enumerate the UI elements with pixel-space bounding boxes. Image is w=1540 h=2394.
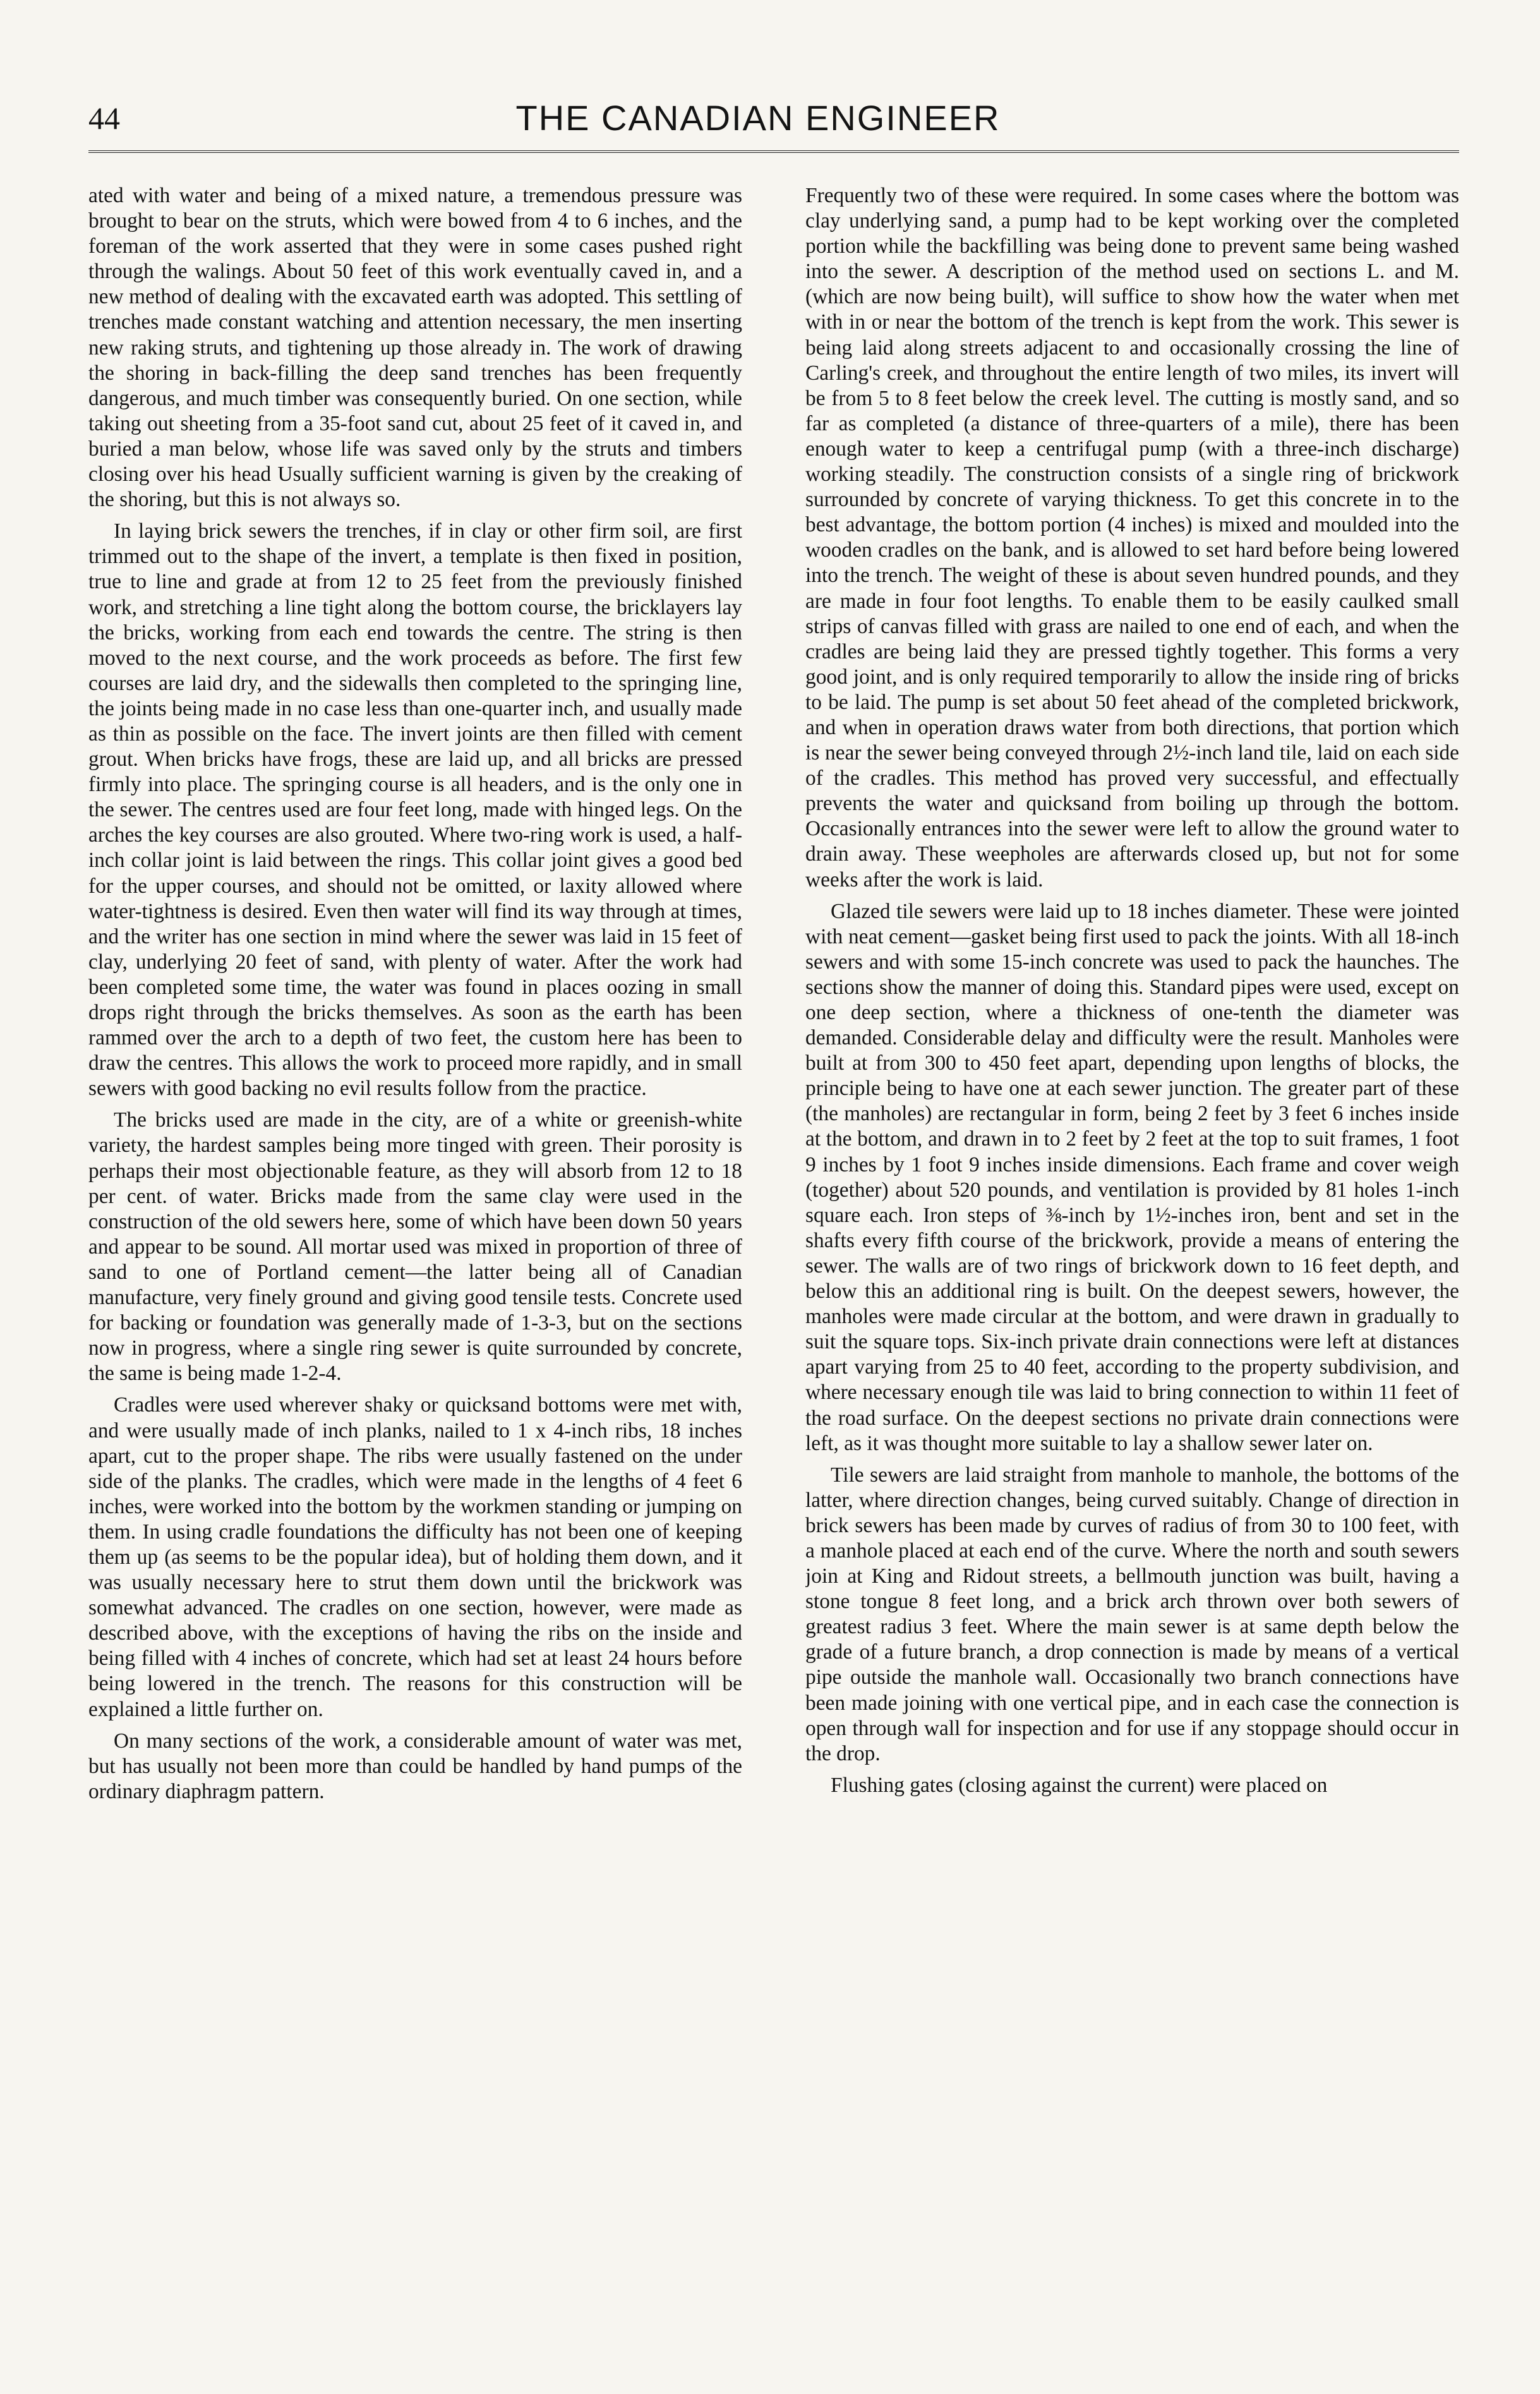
paragraph: Frequently two of these were required. In some cases where the bottom was clay underlying sand, a pump had to be kept working over the completed portion while the backfilling was being done to prevent same being washed into the sewer. A description of the method used on sections L. and M. (which are now being built), will suffice to show how the water when met with in or near the bottom of the trench is kept from the work. This sewer is being laid along streets adjacent to and occasionally crossing the line of Carling's creek, and throughout the entire length of two miles, its invert will be from 5 to 8 feet below the creek level. The cutting is mostly sand, and so far as completed (a distance of three-quarters of a mile), there has been enough water to keep a centrifugal pump (with a three-inch discharge) working steadily. The construction consists of a single ring of brickwork surrounded by concrete of varying thickness. To get this concrete in to the best advantage, the bottom portion (4 inches) is mixed and moulded into the wooden cradles on the bank, and is allowed to set hard before being lowered into the trench. The weight of these is about seven hundred pounds, and they are made in four foot lengths. To enable them to be easily caulked small strips of canvas filled with grass are nailed to one end of each, and when the cradles are being laid they are pressed tightly together. This forms a very good joint, and is only required temporarily to allow the inside ring of bricks to be laid. The pump is set about 50 feet ahead of the completed brickwork, and when in operation draws water from both directions, that portion which is near the sewer being conveyed through 2½-inch land tile, laid on each side of the cradles. This method has proved very successful, and effectually prevents the water and quicksand from boiling up through the bottom. Occasionally entrances into the sewer were left to allow the ground water to drain away. These weepholes are afterwards closed up, but not for some weeks after the work is laid. bbox=[805, 184, 1459, 892]
paragraph: Glazed tile sewers were laid up to 18 inches diameter. These were jointed with neat cement—gasket being first used to pack the joints. With all 18-inch sewers and with some 15-inch concrete was used to pack the haunches. The sections show the manner of doing this. Standard pipes were used, except on one deep section, where a thickness of one-tenth the diameter was demanded. Considerable delay and difficulty were the result. Manholes were built at from 300 to 450 feet apart, depending upon lengths of blocks, the principle being to have one at each sewer junction. The greater part of these (the manholes) are rectangular in form, being 2 feet by 3 feet 6 inches inside at the bottom, and drawn in to 2 feet by 2 feet at the top to suit frames, 1 foot 9 inches by 1 foot 9 inches inside dimensions. Each frame and cover weigh (together) about 520 pounds, and ventilation is provided by 81 holes 1-inch square each. Iron steps of ⅜-inch by 1½-inches iron, bent and set in the shafts every fifth course of the brickwork, provide a means of entering the sewer. The walls are of two rings of brickwork down to 16 feet depth, and below this an additional ring is built. On the deepest sewers, however, the manholes were made circular at the bottom, and were drawn in gradually to suit the square tops. Six-inch private drain connections were left at distances apart varying from 25 to 40 feet, according to the property subdivision, and where necessary enough tile was laid to bring connection to within 11 feet of the road surface. On the deepest sections no private drain connections were left, as it was thought more suitable to lay a shallow sewer later on. bbox=[805, 899, 1459, 1455]
page-number: 44 bbox=[88, 100, 120, 136]
header-rule bbox=[88, 150, 1459, 153]
paragraph: In laying brick sewers the trenches, if in clay or other firm soil, are first trimmed out to the shape of the invert, a template is then fixed in position, true to line and grade at from 12 to 25 feet from the previously finished work, and stretching a line tight along the bottom course, the bricklayers lay the bricks, working from each end towards the centre. The string is then moved to the next course, and the work proceeds as before. The first few courses are laid dry, and the sidewalls then completed to the springing line, the joints being made in no case less than one-quarter inch, and usually made as thin as possible on the face. The invert joints are then filled with cement grout. When bricks have frogs, these are laid up, and all bricks are pressed firmly into place. The springing course is all headers, and is the only one in the sewer. The centres used are four feet long, made with hinged legs. On the arches the key courses are also grouted. Where two-ring work is used, a half-inch collar joint is laid between the rings. This collar joint gives a good bed for the upper courses, and should not be omitted, or laxity allowed where water-tightness is desired. Even then water will find its way through at times, and the writer has one section in mind where the sewer was laid in 15 feet of clay, underlying 20 feet of sand, with plenty of water. After the work had been completed some time, the water was found in places oozing in small drops right through the bricks themselves. As soon as the earth has been rammed over the arch to a depth of two feet, the custom here has been to draw the centres. This allows the work to proceed more rapidly, and in small sewers with good backing no evil results follow from the practice. bbox=[88, 519, 742, 1101]
paragraph: Flushing gates (closing against the current) were placed on bbox=[831, 1773, 1328, 1797]
left-column bbox=[88, 183, 742, 2357]
journal-title: THE CANADIAN ENGINEER bbox=[515, 98, 1001, 138]
page-header bbox=[63, 96, 1453, 147]
paragraph: Cradles were used wherever shaky or quicksand bottoms were met with, and were usually made of inch planks, nailed to 1 x 4-inch ribs, 18 inches apart, cut to the proper shape. The ribs were usually fastened on the under side of the planks. The cradles, which were made in the lengths of 4 feet 6 inches, were worked into the bottom by the workmen standing or jumping on them. In using cradle foundations the difficulty has not been one of keeping them up (as seems to be the popular idea), but of holding them down, and it was usually necessary here to strut them down until the brickwork was somewhat advanced. The cradles on one section, however, were made as described above, with the exceptions of having the ribs on the inside and being filled with 4 inches of concrete, which had set at least 24 hours before being lowered in the trench. The reasons for this construction will be explained a little further on. bbox=[88, 1393, 742, 1721]
paragraph: On many sections of the work, a considerable amount of water was met, but has usually not been more than could be handled by hand pumps of the ordinary diaphragm pattern. bbox=[88, 1729, 742, 1803]
paragraph: ated with water and being of a mixed nature, a tremendous pressure was brought to bear on the struts, which were bowed from 4 to 6 inches, and the foreman of the work asserted that they were in some cases pushed right through the walings. About 50 feet of this work eventually caved in, and a new method of dealing with the excavated earth was adopted. This settling of trenches made constant watching and attention necessary, the men inserting new raking struts, and tightening up those already in. The work of drawing the shoring in back-filling the deep sand trenches has been frequently dangerous, and much timber was consequently buried. On one section, while taking out sheeting from a 35-foot sand cut, about 25 feet of it caved in, and buried a man below, whose life was saved only by the struts and timbers closing over his head Usually sufficient warning is given by the creaking of the shoring, but this is not always so. bbox=[88, 184, 742, 512]
paragraph: The bricks used are made in the city, are of a white or greenish-white variety, the hardest samples being more tinged with green. Their porosity is perhaps their most objectionable feature, as they will absorb from 12 to 18 per cent. of water. Bricks made from the same clay were used in the construction of the old sewers here, some of which have been down 50 years and appear to be sound. All mortar used was mixed in proportion of three of sand to one of Portland cement—the latter being all of Canadian manufacture, very finely ground and giving good tensile tests. Concrete used for backing or foundation was generally made of 1-3-3, but on the sections now in progress, where a single ring sewer is quite surrounded by concrete, the same is being made 1-2-4. bbox=[88, 1108, 742, 1386]
paragraph: Tile sewers are laid straight from manhole to manhole, the bottoms of the latter, where direction changes, being curved suitably. Change of direction in brick sewers has been made by curves of radius of from 30 to 100 feet, with a manhole placed at each end of the curve. Where the north and south sewers join at King and Ridout streets, a bellmouth junction was built, having a stone tongue 8 feet long, and a brick arch thrown over both sewers of greatest radius 3 feet. Where the main sewer is at same depth below the grade of a future branch, a drop connection is made by means of a vertical pipe outside the manhole wall. Occasionally two branch connections have been made joining with one vertical pipe, and in each case the connection is open through wall for inspection and for use if any stoppage should occur in the drop. bbox=[805, 1463, 1459, 1765]
right-column bbox=[805, 183, 1459, 2357]
